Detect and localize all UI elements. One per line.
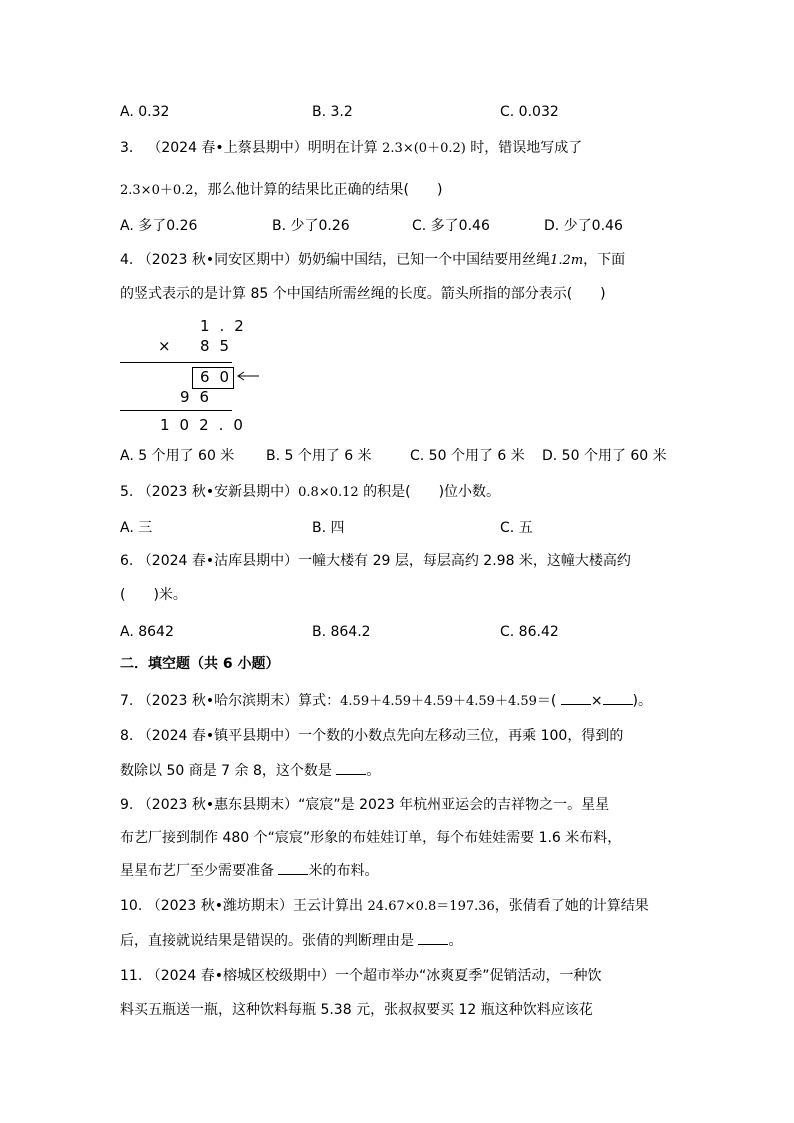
q10-text: 10. （2023 秋•潍坊期末）王云计算出 xyxy=(120,898,368,914)
q7-times: × xyxy=(590,693,603,709)
q8-text: 数除以 50 商是 7 余 8，这个数是 xyxy=(120,763,337,779)
q4-text-end: ，下面 xyxy=(583,252,626,268)
q7-blank-1[interactable] xyxy=(561,690,591,705)
q6-line2: ( )米。 xyxy=(120,587,187,603)
q4-line1 xyxy=(120,250,625,271)
vm-partial-product-1: 60 xyxy=(200,368,240,386)
q10-text-end: ，张倩看了她的计算结果 xyxy=(494,898,649,914)
q6-line1: 6. （2024 春•沽库县期中）一幢大楼有 29 层，每层高约 2.98 米，这幢大楼高约 xyxy=(120,553,631,569)
q9-text: 星星布艺厂至少需要准备 xyxy=(120,863,279,879)
q7-formula: 4.59＋4.59＋4.59＋4.59＋4.59 xyxy=(340,694,537,709)
vm-line-1 xyxy=(120,362,232,363)
q6-option-a: A. 8642 xyxy=(120,624,174,640)
q2-option-b: B. 3.2 xyxy=(312,104,353,120)
q2-option-c: C. 0.032 xyxy=(500,104,559,120)
q9-line1: 9. （2023 秋•惠东县期末）“宸宸”是 2023 年杭州亚运会的吉祥物之一。星星 xyxy=(120,797,610,813)
vm-partial-product-2: 96 xyxy=(180,388,220,406)
q5-line xyxy=(120,482,500,503)
q3-formula-wrong: 2.3×0＋0.2 xyxy=(120,183,194,198)
vm-times-sign: × xyxy=(158,337,181,355)
q4-option-d: D. 50 个用了 60 米 xyxy=(542,448,667,464)
q10-formula: 24.67×0.8＝197.36 xyxy=(367,899,495,914)
q5-question: 的积是( )位小数。 xyxy=(358,484,501,500)
q3-line2 xyxy=(120,180,442,201)
q8-blank[interactable] xyxy=(336,760,366,775)
section-2-title: 二．填空题（共 6 小题） xyxy=(120,656,280,672)
q9-blank[interactable] xyxy=(278,860,308,875)
q7-equals: ＝( xyxy=(536,693,557,709)
q5-formula: 0.8×0.12 xyxy=(298,485,359,500)
q10-question: 后，直接就说结果是错误的。张倩的判断理由是 xyxy=(120,933,419,949)
q5-option-c: C. 五 xyxy=(500,520,533,536)
q6-option-b: B. 864.2 xyxy=(312,624,371,640)
q9-line3 xyxy=(120,860,378,881)
q6-option-c: C. 86.42 xyxy=(500,624,559,640)
q5-text: 5. （2023 秋•安新县期中） xyxy=(120,484,299,500)
q3-option-a: A. 多了0.26 xyxy=(120,218,198,234)
q4-text: 4. （2023 秋•同安区期中）奶奶编中国结，已知一个中国结要用丝绳 xyxy=(120,252,551,268)
q4-line2: 的竖式表示的是计算 85 个中国结所需丝绳的长度。箭头所指的部分表示( ) xyxy=(120,286,606,302)
q8-end: 。 xyxy=(366,763,381,779)
q3-text: 3． （2024 春•上蔡县期中）明明在计算 xyxy=(120,140,383,156)
q3-line1 xyxy=(120,138,582,159)
q4-option-b: B. 5 个用了 6 米 xyxy=(266,448,372,464)
q7-text: 7. （2023 秋•哈尔滨期末）算式： xyxy=(120,693,341,709)
vm-multiplier: 85 xyxy=(200,337,240,355)
q3-question: ，那么他计算的结果比正确的结果( ) xyxy=(193,182,443,198)
q4-option-c: C. 50 个用了 6 米 xyxy=(410,448,525,464)
q7-end: )。 xyxy=(632,693,653,709)
q11-line2: 料买五瓶送一瓶，这种饮料每瓶 5.38 元，张叔叔要买 12 瓶这种饮料应该花 xyxy=(120,1002,593,1018)
q2-option-a: A. 0.32 xyxy=(120,104,170,120)
vm-multiplicand: 1.2 xyxy=(200,317,254,335)
q5-option-a: A. 三 xyxy=(120,520,153,536)
q5-option-b: B. 四 xyxy=(312,520,345,536)
q3-text-end: 时，错误地写成了 xyxy=(465,140,583,156)
q3-option-b: B. 少了0.26 xyxy=(272,218,350,234)
q10-blank[interactable] xyxy=(418,930,448,945)
q10-end: 。 xyxy=(448,933,463,949)
q7-line xyxy=(120,690,652,712)
vm-result: 102.0 xyxy=(160,416,253,434)
arrow-left-icon xyxy=(236,370,260,382)
q3-option-c: C. 多了0.46 xyxy=(412,218,490,234)
vm-line-2 xyxy=(120,410,232,411)
q10-line1 xyxy=(120,896,649,917)
q11-line1: 11. （2024 春•榕城区校级期中）一个超市举办“冰爽夏季”促销活动，一种饮 xyxy=(120,968,602,984)
q4-length: 1.2m xyxy=(550,253,584,268)
q8-line1: 8. （2024 春•镇平县期中）一个数的小数点先向左移动三位，再乘 100，得到的 xyxy=(120,728,624,744)
q10-line2 xyxy=(120,930,462,951)
q8-line2 xyxy=(120,760,380,781)
q4-option-a: A. 5 个用了 60 米 xyxy=(120,448,235,464)
q3-option-d: D. 少了0.46 xyxy=(544,218,623,234)
q7-blank-2[interactable] xyxy=(603,690,633,705)
q9-line2: 布艺厂接到制作 480 个“宸宸”形象的布娃娃订单，每个布娃娃需要 1.6 米布料， xyxy=(120,830,622,846)
q9-end: 米的布料。 xyxy=(308,863,379,879)
q3-formula: 2.3×(0＋0.2) xyxy=(382,141,466,156)
